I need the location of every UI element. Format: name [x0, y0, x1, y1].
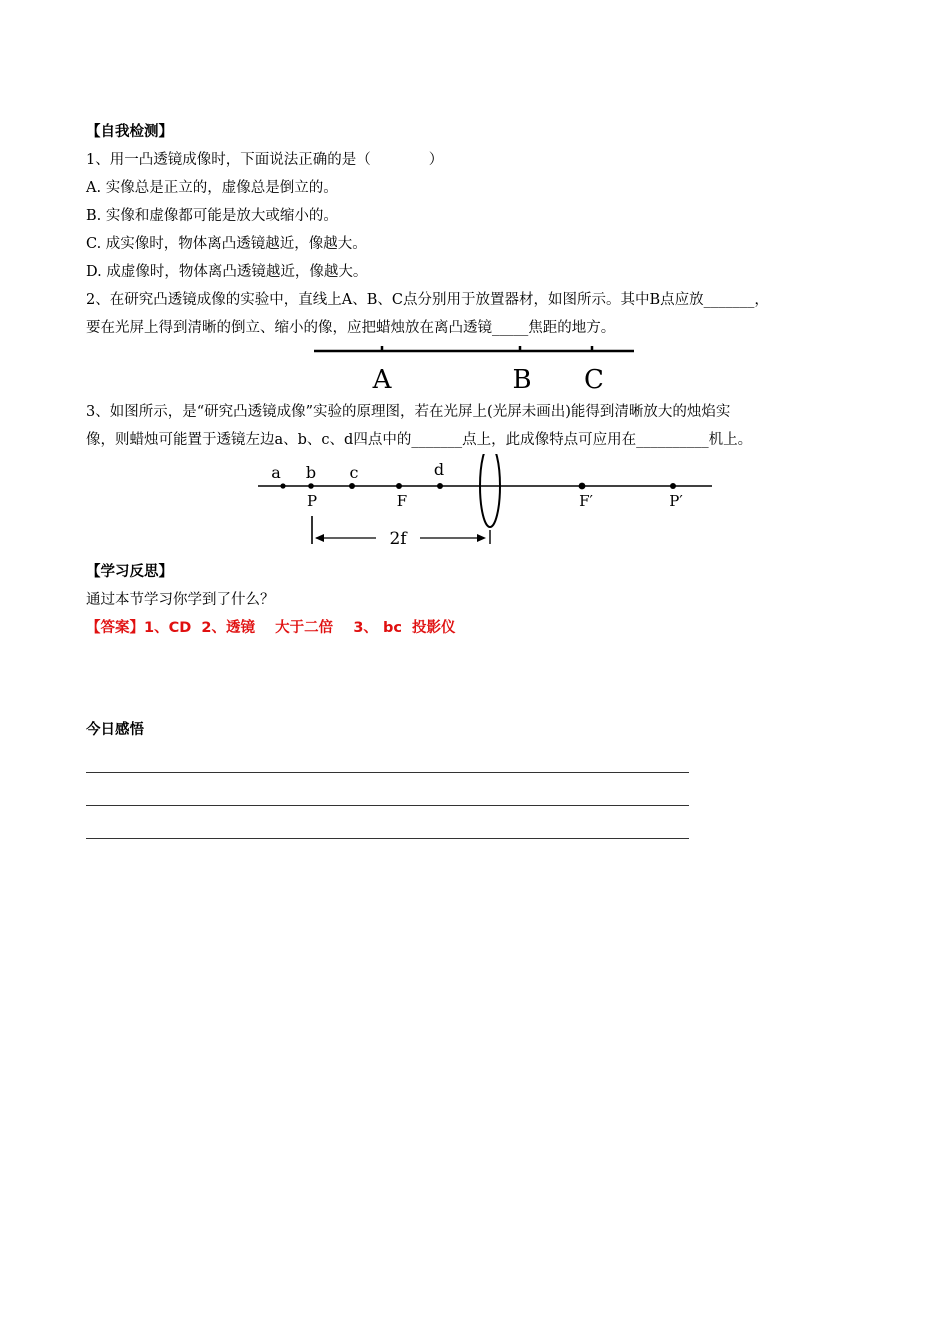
- q3-point-f-prime: [579, 483, 586, 490]
- q2-figure: [86, 342, 876, 398]
- q1-option-c: C. 成实像时，物体离凸透镜越近，像越大。: [86, 236, 367, 252]
- today-heading: 今日感悟: [86, 722, 144, 738]
- q3-label-d: d: [433, 460, 445, 479]
- reflection-heading: 【学习反思】: [86, 564, 173, 580]
- q3-span-arrowhead-left: [315, 534, 324, 542]
- lens-icon: [480, 454, 500, 527]
- self-test-heading: 【自我检测】: [86, 124, 173, 140]
- q3-point-p-prime: [670, 483, 676, 489]
- q3-label-p-prime: P′: [669, 492, 683, 510]
- writing-line[interactable]: [86, 740, 689, 773]
- answer-text: 1、CD 2、透镜 大于二倍 3、 bc 投影仪: [144, 620, 456, 636]
- q3-lens-diagram: [86, 454, 876, 556]
- q1-option-b: B. 实像和虚像都可能是放大或缩小的。: [86, 208, 338, 224]
- q3-span-label: 2f: [389, 529, 407, 549]
- worksheet-page: [86, 118, 876, 839]
- q3-point-c: [349, 483, 355, 489]
- q2-label-b: B: [512, 365, 532, 395]
- q3-point-a: [280, 483, 285, 488]
- q3-label-b: b: [305, 463, 317, 482]
- reflection-prompt: 通过本节学习你学到了什么？: [86, 592, 275, 608]
- q2-label-a: A: [372, 365, 392, 395]
- q3-line-2: 像，则蜡烛可能置于透镜左边a、b、c、d四点中的_______点上，此成像特点可应用在__________机上。: [86, 432, 753, 448]
- q2-line-2: 要在光屏上得到清晰的倒立、缩小的像，应把蜡烛放在离凸透镜_____焦距的地方。: [86, 320, 616, 336]
- q1-option-d: D. 成虚像时，物体离凸透镜越近，像越大。: [86, 264, 368, 280]
- writing-lines: [86, 740, 876, 839]
- q3-point-b: [308, 483, 314, 489]
- q3-label-f: F: [396, 492, 408, 510]
- writing-line[interactable]: [86, 806, 689, 839]
- q3-label-a: a: [271, 463, 281, 482]
- q1-option-a: A. 实像总是正立的，虚像总是倒立的。: [86, 180, 338, 196]
- q3-point-d: [437, 483, 443, 489]
- writing-line[interactable]: [86, 773, 689, 806]
- answer-label: 【答案】: [86, 620, 144, 636]
- q2-label-c: C: [584, 365, 604, 395]
- q3-span-arrowhead-right: [477, 534, 486, 542]
- answer-line: [86, 614, 876, 642]
- q3-label-f-prime: F′: [579, 492, 593, 510]
- q1-stem: 1、用一凸透镜成像时，下面说法正确的是（ ）: [86, 152, 444, 168]
- q3-line-1: 3、如图所示，是“研究凸透镜成像”实验的原理图，若在光屏上(光屏未画出)能得到清晰放大的烛焰实: [86, 404, 731, 420]
- q3-point-f: [396, 483, 402, 489]
- q3-label-p: P: [306, 492, 318, 510]
- q2-line-1: 2、在研究凸透镜成像的实验中，直线上A、B、C点分别用于放置器材，如图所示。其中B点应放_______，: [86, 292, 769, 308]
- q3-label-c: c: [349, 463, 359, 482]
